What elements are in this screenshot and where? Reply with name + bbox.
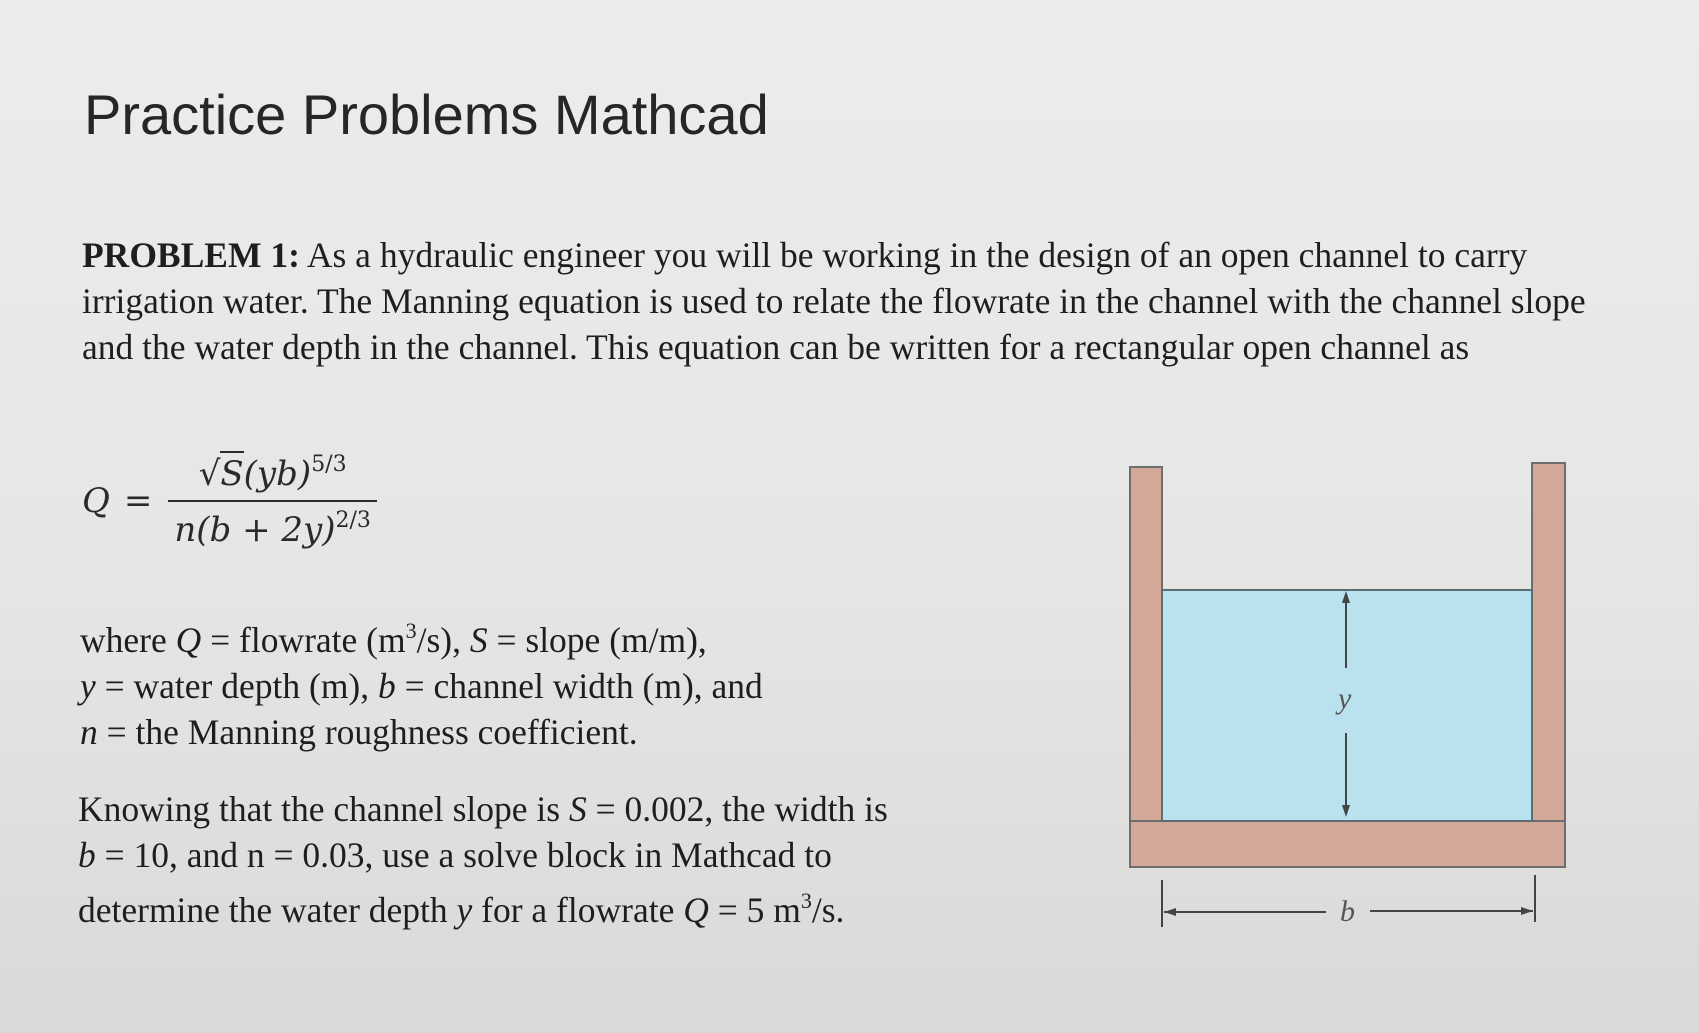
task-line-3 [78,878,1008,933]
task-text: = 10, and n = 0.03, use a solve block in Mathcad to [95,835,832,875]
channel-diagram [1120,455,1580,940]
denominator-exponent: 2/3 [335,508,371,533]
equation-lhs: Q [82,481,110,521]
task-line-1 [78,786,1008,832]
var-s: S [469,620,488,660]
task-text: determine the water depth [78,890,457,930]
page-title: Practice Problems Mathcad [84,83,769,146]
width-label: b [1340,895,1355,928]
sqrt-radicand: S [220,451,243,494]
problem-intro-text: As a hydraulic engineer you will be working in the design of an open channel to carry irrigation water. The Manning equation is used to relate the flowrate in the channel with the channel slope and the water depth in the channel. This equation can be written for a rectangular open channel as [82,235,1586,367]
equation-numerator [193,452,353,500]
task-text: = 5 m [708,890,801,930]
var-y: y [80,666,96,706]
def-text: /s), [416,620,470,660]
var-q: Q [175,620,202,660]
left-wall [1130,467,1162,867]
sqrt-symbol: √ [198,454,221,494]
var-b: b [78,835,96,875]
task-text: for a flowrate [472,890,684,930]
definitions-line-2 [80,663,960,709]
equation-denominator [168,500,377,550]
task-text: = 0.002, the width is [586,789,888,829]
var-q: Q [683,890,709,930]
task-statement [78,786,1008,933]
var-s: S [569,789,587,829]
channel-floor [1130,821,1565,867]
superscript: 3 [405,618,417,643]
manning-equation [82,452,377,550]
def-text: = flowrate (m [201,620,406,660]
task-line-2 [78,832,1008,878]
definitions-line-3 [80,709,960,755]
right-wall [1532,463,1565,867]
task-text: Knowing that the channel slope is [78,789,569,829]
var-y: y [456,890,473,930]
def-text: = water depth (m), [95,666,378,706]
task-text: /s. [811,890,845,930]
def-text: = channel width (m), and [395,666,763,706]
equation-fraction [168,452,377,550]
definitions-line-1 [80,608,960,663]
depth-label: y [1338,682,1352,715]
width-arrowhead-left [1164,908,1176,916]
var-b: b [378,666,396,706]
superscript: 3 [800,888,812,913]
def-text: = the Manning roughness coefficient. [97,712,638,752]
variable-definitions [80,608,960,755]
numerator-exponent: 5/3 [311,452,347,477]
numerator-term: (yb) [243,454,312,494]
problem-intro [82,232,1602,370]
def-text: where [80,620,176,660]
def-text: = slope (m/m), [487,620,707,660]
equation-equals: = [123,481,153,521]
problem-label: PROBLEM 1: [82,235,300,275]
width-arrowhead-right [1521,907,1533,915]
var-n: n [80,712,98,752]
denominator-term: n(b + 2y) [174,510,336,550]
